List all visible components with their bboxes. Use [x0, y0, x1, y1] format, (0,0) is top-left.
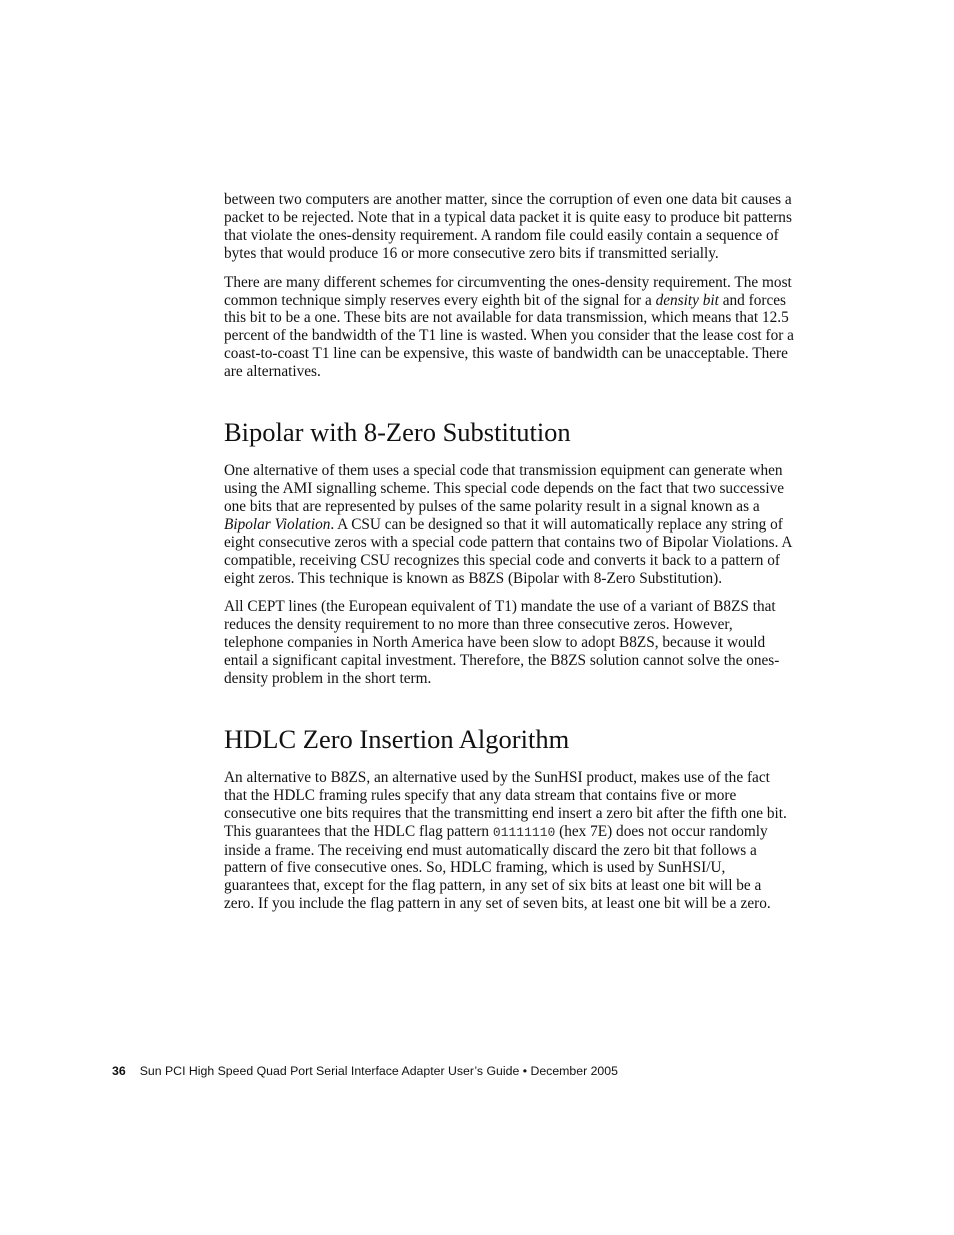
paragraph-text: An alternative to B8ZS, an alternative used by the SunHSI product, makes use of the fact that the HDLC framing rules specify that any data stream that contains five or more consecutive one bits requires that the transmitting end insert a zero bit after the fifth one bit. This guarantees that the HDLC flag pattern — [224, 768, 787, 840]
paragraph-text: There are many different schemes for circumventing the ones-density requirement. The most common technique simply reserves every eighth bit of the signal for a — [224, 273, 792, 309]
code-flag-pattern: 01111110 — [492, 824, 556, 840]
footer-date: December 2005 — [530, 1064, 618, 1078]
heading-bipolar-8-zero: Bipolar with 8-Zero Substitution — [224, 417, 571, 448]
paragraph-ones-density-data — [224, 191, 794, 263]
term-density-bit: density bit — [655, 291, 719, 309]
heading-hdlc-zero-insertion: HDLC Zero Insertion Algorithm — [224, 723, 570, 754]
footer-book-title: Sun PCI High Speed Quad Port Serial Interface Adapter User’s Guide — [139, 1064, 520, 1078]
paragraph-text: One alternative of them uses a special code that transmission equipment can generate when using the AMI signalling scheme. This special code depends on the fact that two successive one bits that are represented by pulses of the same polarity result in a signal known as a — [224, 462, 785, 515]
paragraph-hdlc-framing — [224, 769, 794, 913]
paragraph-text: . A CSU can be designed so that it will automatically replace any string of eight consecutive zeros with a special code pattern that contains two of Bipolar Violations. A compatible, receiving CSU recognizes this special code and converts it back to a pattern of eight zeros. This technique is known as B8ZS (Bipolar with 8-Zero Substitution). — [224, 515, 792, 587]
page-number: 36 — [112, 1064, 126, 1078]
paragraph-text: All CEPT lines (the European equivalent of T1) mandate the use of a variant of B8ZS that reduces the density requirement to no more than three consecutive zeros. However, telephone companies in North America have been slow to adopt B8ZS, because it would entail a significant capital investment. Therefore, the B8ZS solution cannot solve the ones-density problem in the short term. — [224, 598, 780, 688]
paragraph-cept-lines — [224, 598, 794, 688]
page-body — [224, 191, 794, 924]
footer-separator: • — [522, 1064, 528, 1078]
paragraph-density-bit — [224, 274, 794, 381]
paragraph-text: and forces this bit to be a one. These bits are not available for data transmission, which means that 12.5 percent of the bandwidth of the T1 line is wasted. When you consider that the lease cost for a coast-to-coast T1 line can be expensive, this waste of bandwidth can be unacceptable. There are alternatives. — [224, 291, 794, 381]
page-footer — [112, 1063, 618, 1079]
paragraph-text: (hex 7E) does not occur randomly inside a frame. The receiving end must automatically discard the zero bit that follows a pattern of five consecutive ones. So, HDLC framing, which is used by SunHSI/U, guarantees that, except for the flag pattern, in any set of six bits at least one bit will be a zero. If you include the flag pattern in any set of seven bits, at least one bit will be a zero. — [224, 822, 771, 913]
term-bipolar-violation: Bipolar Violation — [224, 515, 331, 533]
paragraph-text: between two computers are another matter, since the corruption of even one data bit causes a packet to be rejected. Note that in a typical data packet it is quite easy to produce bit patterns that violate the ones-density requirement. A random file could easily contain a sequence of bytes that would produce 16 or more consecutive zero bits if transmitted serially. — [224, 191, 792, 262]
paragraph-b8zs-intro — [224, 462, 794, 587]
